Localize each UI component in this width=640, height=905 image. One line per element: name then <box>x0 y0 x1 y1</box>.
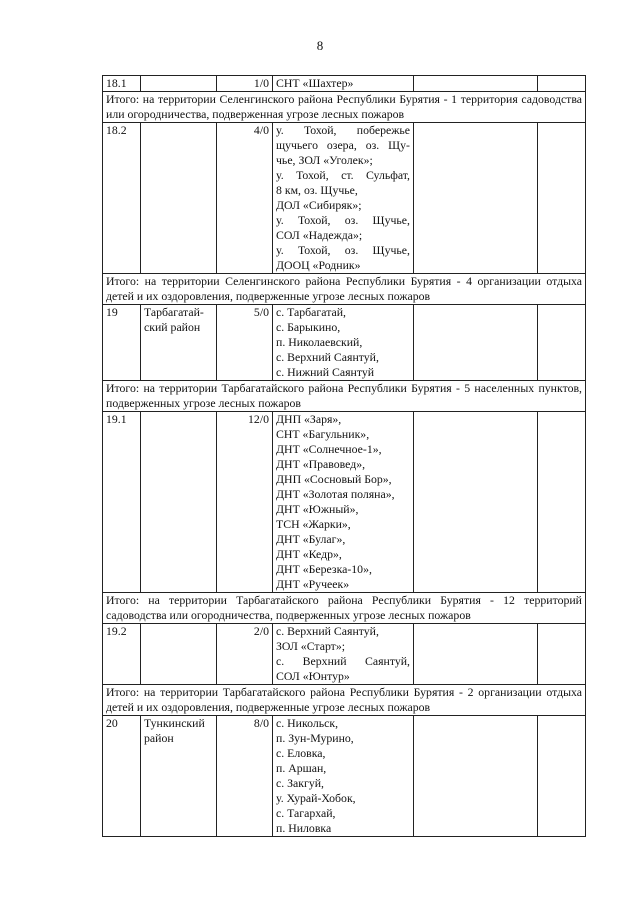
place-line: ДНТ «Кедр», <box>276 547 342 561</box>
place-line: СОЛ «Юнтур» <box>276 669 350 683</box>
summary-text: Итого: на территории Тарбагатайского района Республики Бурятия - 5 населенных пунктов, подверженных угрозе лесных пожаров <box>103 381 586 412</box>
place-line: ДНТ «Ручеек» <box>276 577 350 591</box>
row-number: 19 <box>103 305 141 381</box>
place-line: ДНТ «Правовед», <box>276 457 366 471</box>
place-line: п. Николаевский, <box>276 335 363 349</box>
places-cell <box>273 412 414 593</box>
summary-row <box>103 593 586 624</box>
place-line: с. Закгуй, <box>276 776 325 790</box>
place-line: ДООЦ «Родник» <box>276 258 361 272</box>
place-line: с. Верхний Саянтуй, <box>276 624 379 638</box>
place-line: ДНП «Заря», <box>276 412 342 426</box>
place-line: п. Аршан, <box>276 761 327 775</box>
district-line: Тарбагатай- <box>144 305 204 319</box>
fire-threat-table <box>102 75 586 837</box>
empty-cell <box>538 624 586 685</box>
empty-cell <box>414 76 538 92</box>
place-line: чье, ЗОЛ «Уголек»; <box>276 153 373 167</box>
places-cell <box>273 76 414 92</box>
district-cell <box>141 76 217 92</box>
district-cell <box>141 716 217 837</box>
summary-text: Итого: на территории Тарбагатайского района Республики Бурятия - 2 организации отдыха детей и их оздоровления, подверженные угрозе лесных пожаров <box>103 685 586 716</box>
row-number: 18.2 <box>103 123 141 274</box>
empty-cell <box>414 305 538 381</box>
object-count: 12/0 <box>217 412 273 593</box>
empty-cell <box>414 123 538 274</box>
object-count: 5/0 <box>217 305 273 381</box>
object-count: 4/0 <box>217 123 273 274</box>
summary-row <box>103 685 586 716</box>
table-body <box>103 76 586 837</box>
place-line: у. Тохой, ст. Сульфат, <box>276 168 410 182</box>
place-line: с. Верхний Саянтуй, <box>276 350 379 364</box>
object-count: 8/0 <box>217 716 273 837</box>
place-line: СОЛ «Надежда»; <box>276 228 363 242</box>
empty-cell <box>538 76 586 92</box>
object-count: 1/0 <box>217 76 273 92</box>
summary-text: Итого: на территории Селенгинского района Республики Бурятия - 4 организации отдыха детей и их оздоровления, подверженные угрозе лесных пожаров <box>103 274 586 305</box>
place-line: ДНТ «Южный», <box>276 502 359 516</box>
row-number: 20 <box>103 716 141 837</box>
place-line: у. Хурай-Хобок, <box>276 791 356 805</box>
row-number: 19.1 <box>103 412 141 593</box>
place-line: п. Зун-Мурино, <box>276 731 354 745</box>
summary-row <box>103 92 586 123</box>
district-line: Тункинский <box>144 716 205 730</box>
place-line: с. Тарбагатай, <box>276 305 346 319</box>
place-line: с. Верхний Саянтуй, <box>276 654 410 668</box>
summary-row <box>103 274 586 305</box>
place-line: ДНТ «Булаг», <box>276 532 346 546</box>
places-cell <box>273 716 414 837</box>
row-number: 18.1 <box>103 76 141 92</box>
places-cell <box>273 624 414 685</box>
places-cell <box>273 305 414 381</box>
district-line: район <box>144 731 174 745</box>
district-line: ский район <box>144 320 201 334</box>
place-line: СНТ «Шахтер» <box>276 76 354 90</box>
place-line: у. Тохой, оз. Щучье, <box>276 213 410 227</box>
empty-cell <box>538 123 586 274</box>
place-line: у. Тохой, оз. Щучье, <box>276 243 410 257</box>
summary-row <box>103 381 586 412</box>
entry-row <box>103 123 586 274</box>
page-number: 8 <box>316 38 324 53</box>
place-line: с. Еловка, <box>276 746 326 760</box>
entry-row <box>103 624 586 685</box>
place-line: с. Барыкино, <box>276 320 341 334</box>
empty-cell <box>538 412 586 593</box>
place-line: ДНТ «Золотая поляна», <box>276 487 395 501</box>
place-line: ЗОЛ «Старт»; <box>276 639 346 653</box>
place-line: ТСН «Жарки», <box>276 517 351 531</box>
place-line: с. Тагархай, <box>276 806 336 820</box>
place-line: 8 км, оз. Щучье, <box>276 183 358 197</box>
summary-text: Итого: на территории Селенгинского района Республики Бурятия - 1 территория садоводства или огородничества, подверженная угрозе лесных пожаров <box>103 92 586 123</box>
entry-row <box>103 305 586 381</box>
empty-cell <box>414 716 538 837</box>
place-line: с. Никольск, <box>276 716 339 730</box>
object-count: 2/0 <box>217 624 273 685</box>
entry-row <box>103 412 586 593</box>
places-cell <box>273 123 414 274</box>
district-cell <box>141 305 217 381</box>
row-number: 19.2 <box>103 624 141 685</box>
empty-cell <box>538 716 586 837</box>
place-line: у. Тохой, побережье <box>276 123 410 137</box>
district-cell <box>141 624 217 685</box>
place-line: ДНТ «Солнечное-1», <box>276 442 382 456</box>
place-line: п. Ниловка <box>276 821 332 835</box>
empty-cell <box>414 412 538 593</box>
entry-row <box>103 76 586 92</box>
summary-text: Итого: на территории Тарбагатайского района Республики Бурятия - 12 территорий садоводства или огородничества, подверженных угрозе лесных пожаров <box>103 593 586 624</box>
place-line: СНТ «Багульник», <box>276 427 370 441</box>
place-line: ДНП «Сосновый Бор», <box>276 472 392 486</box>
district-cell <box>141 412 217 593</box>
district-cell <box>141 123 217 274</box>
place-line: с. Нижний Саянтуй <box>276 365 375 379</box>
empty-cell <box>538 305 586 381</box>
place-line: ДОЛ «Сибиряк»; <box>276 198 362 212</box>
entry-row <box>103 716 586 837</box>
place-line: ДНТ «Березка-10», <box>276 562 372 576</box>
empty-cell <box>414 624 538 685</box>
place-line: щучьего озера, оз. Щу- <box>276 138 410 152</box>
